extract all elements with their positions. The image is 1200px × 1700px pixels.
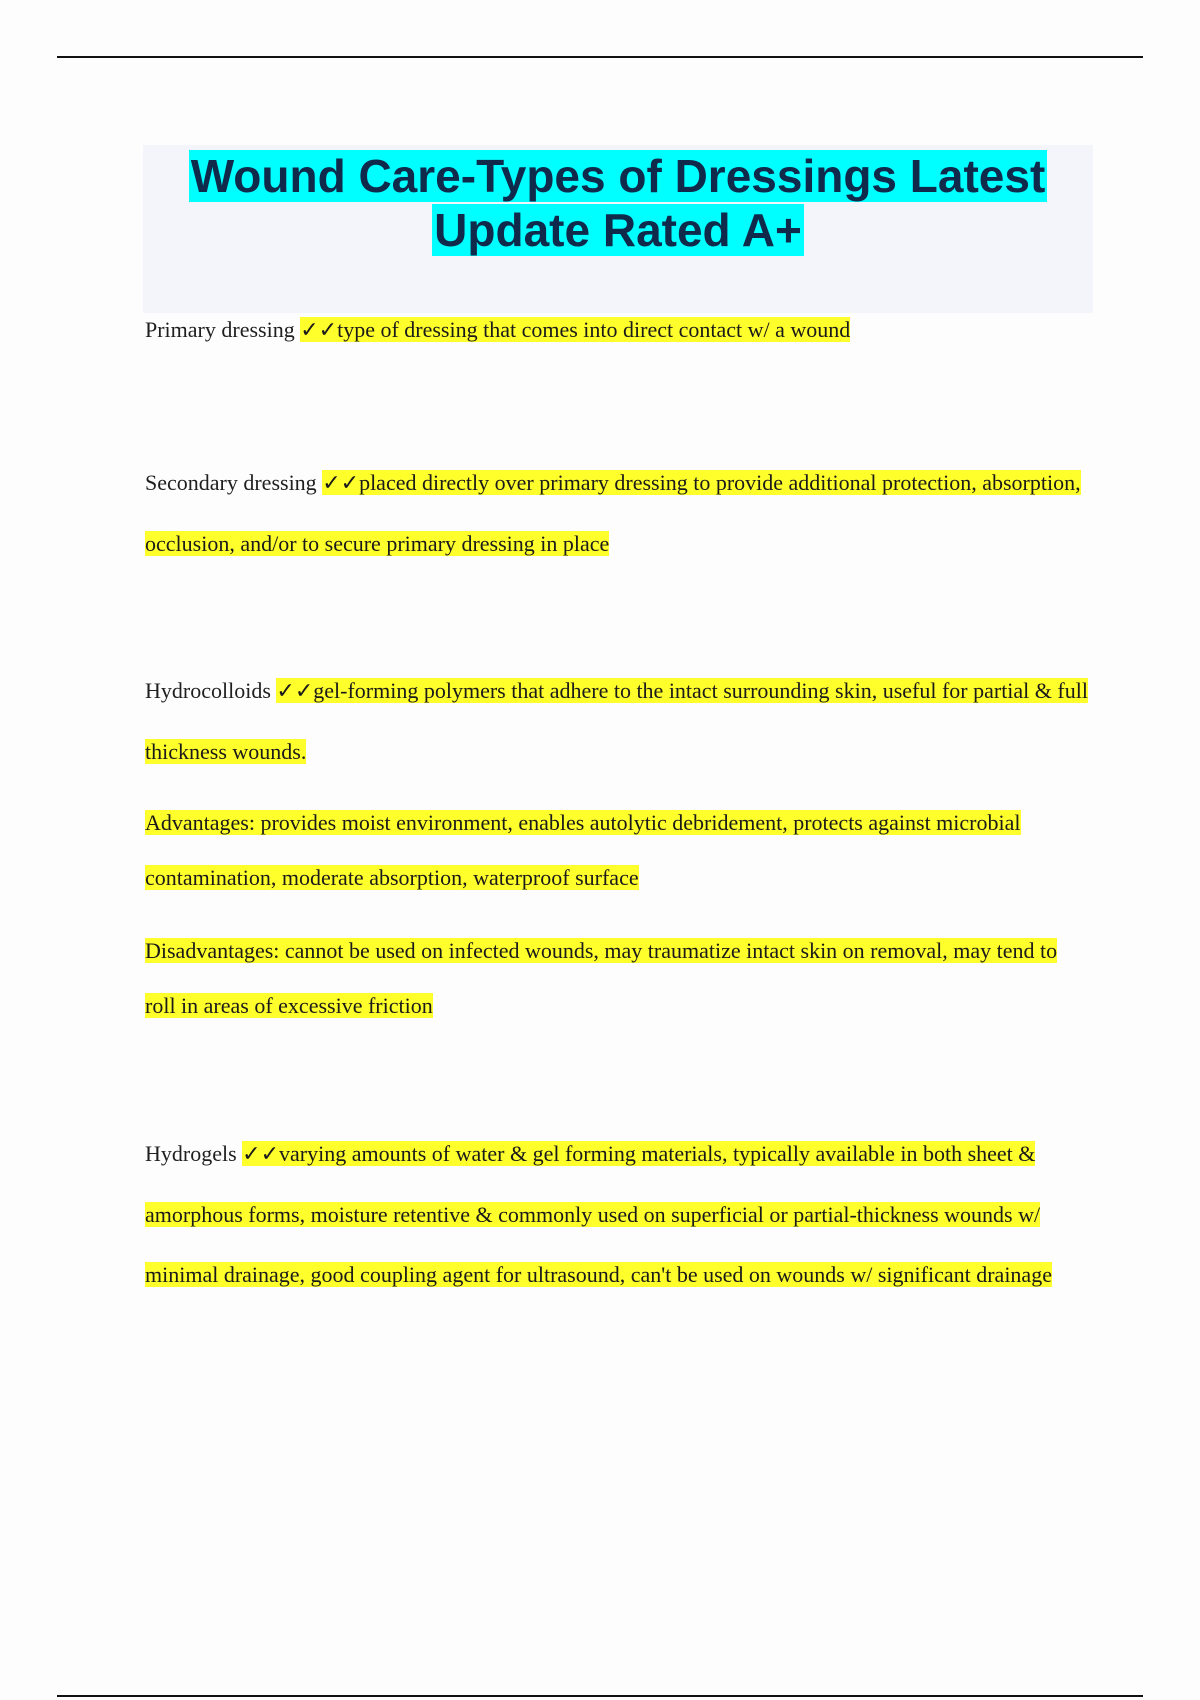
bottom-rule [57,1695,1143,1697]
entry-definition: gel-forming polymers that adhere to the intact surrounding skin, useful for partial & full thickness wounds. [145,678,1088,764]
title-block [143,145,1093,313]
title-line-2: Update Rated A+ [434,204,802,256]
entry-term: Hydrocolloids [145,678,271,703]
entry-term: Primary dressing [145,317,295,342]
top-rule [57,56,1143,58]
hydrocolloids-advantages [145,795,1090,905]
entry-definition: placed directly over primary dressing to provide additional protection, absorption, occlusion, and/or to secure primary dressing in place [145,470,1081,556]
check-icon: ✓✓ [322,471,360,496]
advantages-text: Advantages: provides moist environment, enables autolytic debridement, protects against microbial contamination, moderate absorption, waterproof surface [145,810,1021,890]
check-icon: ✓✓ [276,679,314,704]
disadvantages-text: Disadvantages: cannot be used on infected wounds, may traumatize intact skin on removal, may tend to roll in areas of excessive friction [145,938,1058,1018]
check-icon: ✓✓ [300,318,338,343]
check-icon: ✓✓ [242,1142,280,1167]
hydrocolloids-disadvantages [145,923,1090,1033]
entry-hydrogels [145,1124,1090,1305]
entry-definition: varying amounts of water & gel forming materials, typically available in both sheet & amorphous forms, moisture retentive & commonly used on superficial or partial-thickness wounds w/ minimal drainage, good coupling agent for ultrasound, can't be used on wounds w/ significant drainage [145,1141,1052,1287]
entry-secondary-dressing [145,453,1090,574]
entry-term: Secondary dressing [145,470,317,495]
entry-term: Hydrogels [145,1141,237,1166]
title-line-1: Wound Care-Types of Dressings Latest [190,150,1046,202]
entry-definition: type of dressing that comes into direct contact w/ a wound [337,317,851,342]
entry-primary-dressing [145,300,1090,361]
document-title [143,145,1093,257]
entry-hydrocolloids [145,661,1090,782]
